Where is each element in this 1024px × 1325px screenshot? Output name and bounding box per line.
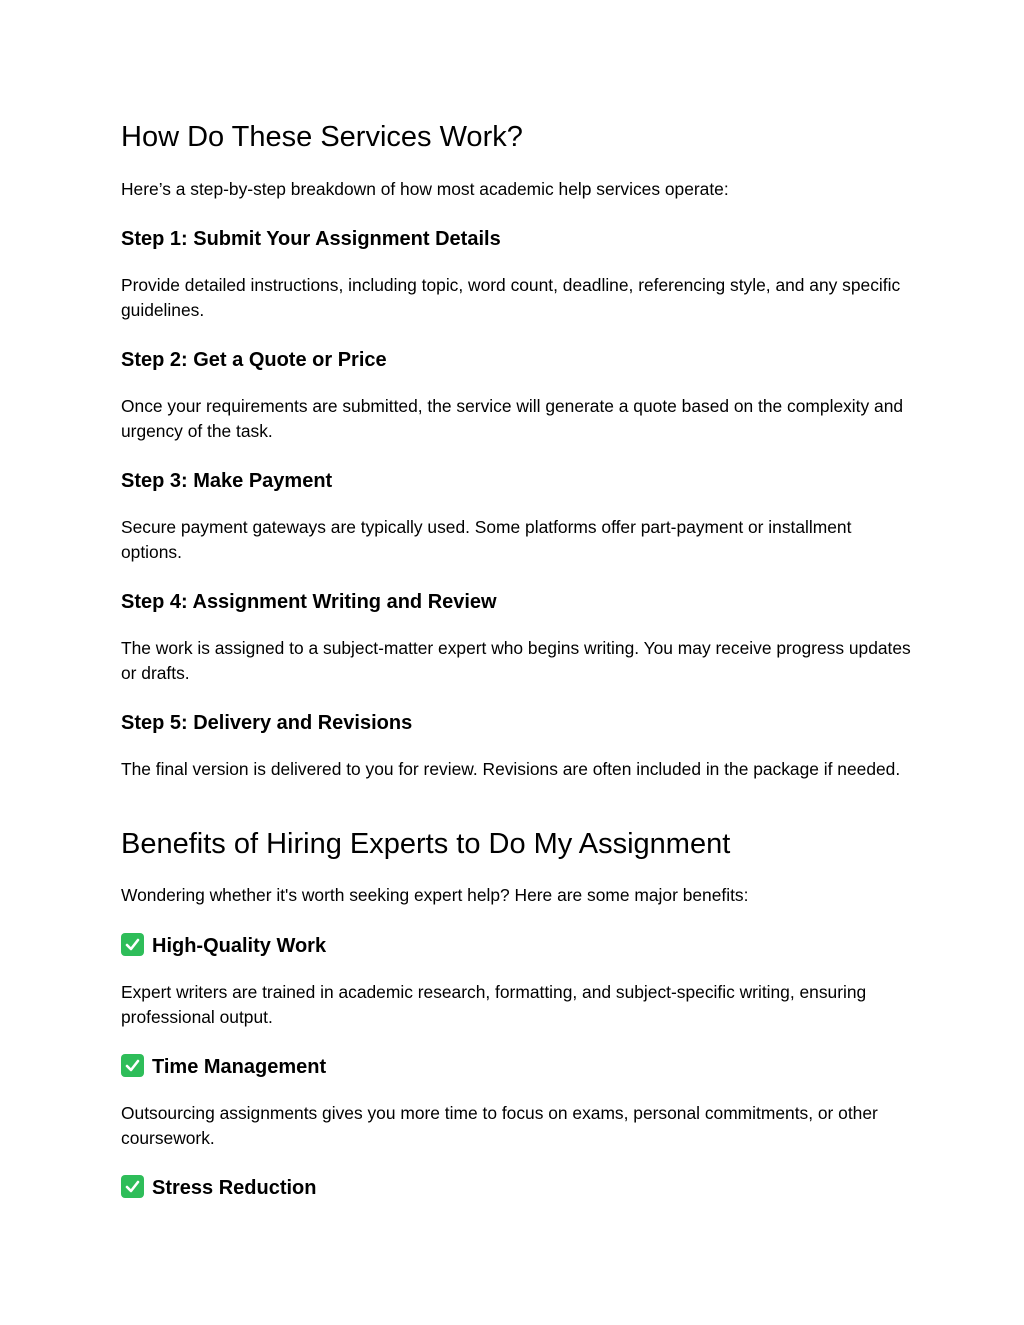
section-intro: Here’s a step-by-step breakdown of how most academic help services operate:	[121, 179, 729, 199]
section-heading-benefits: Benefits of Hiring Experts to Do My Assignment	[121, 828, 731, 860]
step-3-heading: Step 3: Make Payment	[121, 470, 333, 492]
section-heading-how-services-work: How Do These Services Work?	[121, 121, 523, 153]
step-2-heading: Step 2: Get a Quote or Price	[121, 349, 387, 371]
benefit-3-heading	[121, 1175, 316, 1201]
benefit-2-heading	[121, 1054, 326, 1080]
step-1-heading: Step 1: Submit Your Assignment Details	[121, 228, 501, 250]
benefit-1-body: Expert writers are trained in academic research, formatting, and subject-specific writing, ensuring professional output.	[121, 982, 867, 1027]
benefit-2-title: Time Management	[152, 1056, 327, 1078]
step-3-body: Secure payment gateways are typically used. Some platforms offer part-payment or installment options.	[121, 517, 852, 562]
step-2-body: Once your requirements are submitted, the service will generate a quote based on the complexity and urgency of the task.	[121, 396, 904, 441]
step-5-heading: Step 5: Delivery and Revisions	[121, 712, 413, 734]
step-1-body: Provide detailed instructions, including topic, word count, deadline, referencing style, and any specific guidelines.	[121, 275, 901, 320]
benefit-1-heading	[121, 933, 326, 959]
step-4-body: The work is assigned to a subject-matter expert who begins writing. You may receive progress updates or drafts.	[121, 638, 911, 683]
check-mark-icon	[121, 1175, 144, 1198]
step-5-body: The final version is delivered to you for review. Revisions are often included in the package if needed.	[121, 759, 901, 779]
benefit-2-body: Outsourcing assignments gives you more time to focus on exams, personal commitments, or other coursework.	[121, 1103, 878, 1148]
step-4-heading: Step 4: Assignment Writing and Review	[121, 591, 497, 613]
benefit-3-title: Stress Reduction	[152, 1177, 317, 1199]
benefit-1-title: High-Quality Work	[152, 935, 327, 957]
check-mark-icon	[121, 933, 144, 956]
benefits-intro: Wondering whether it's worth seeking expert help? Here are some major benefits:	[121, 885, 749, 905]
check-mark-icon	[121, 1054, 144, 1077]
